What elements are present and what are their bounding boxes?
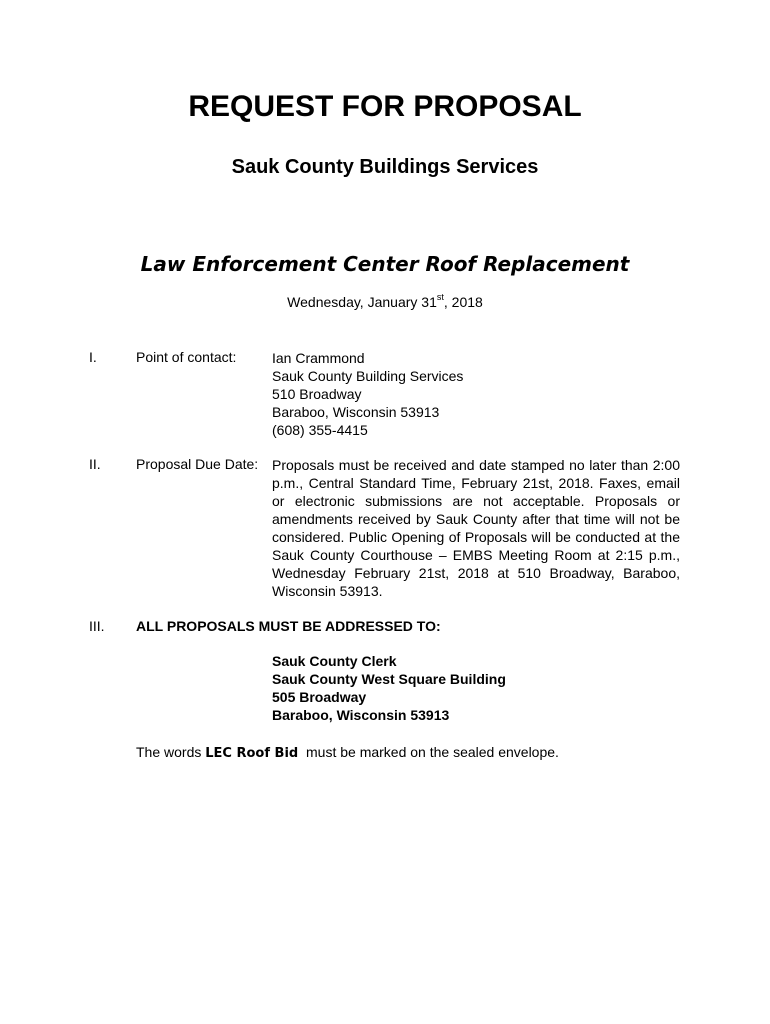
contact-block <box>272 349 463 439</box>
contact-street: 510 Broadway <box>272 386 362 402</box>
contact-organization: Sauk County Building Services <box>272 368 464 384</box>
document-title: REQUEST FOR PROPOSAL <box>188 90 582 123</box>
envelope-note <box>136 744 559 761</box>
address-street: 505 Broadway <box>272 689 367 705</box>
section-2-label: Proposal Due Date: <box>136 456 259 472</box>
section-1-label: Point of contact: <box>136 349 237 365</box>
address-building: Sauk County West Square Building <box>272 671 506 687</box>
date-main: Wednesday, January 31 <box>287 294 437 310</box>
document-date <box>0 294 770 310</box>
address-recipient: Sauk County Clerk <box>272 653 397 669</box>
mailing-address-block <box>272 652 506 724</box>
note-bid-words: LEC Roof Bid <box>205 746 299 761</box>
date-year: , 2018 <box>443 294 483 310</box>
section-3-numeral: III. <box>89 618 105 634</box>
contact-city: Baraboo, Wisconsin 53913 <box>272 404 440 420</box>
address-heading: ALL PROPOSALS MUST BE ADDRESSED TO: <box>136 618 441 634</box>
document-subtitle: Sauk County Buildings Services <box>231 156 539 178</box>
due-date-paragraph: Proposals must be received and date stamped no later than 2:00 p.m., Central Standard Time, February 21st, 2018. Faxes, email or electronic submissions are not acceptable. Proposals or amendments received by Sauk County after that time will not be considered. Public Opening of Proposals will be conducted at the Sauk County Courthouse – EMBS Meeting Room at 2:15 p.m., Wednesday February 21st, 2018 at 510 Broadway, Baraboo, Wisconsin 53913. <box>272 457 680 599</box>
address-city: Baraboo, Wisconsin 53913 <box>272 707 450 723</box>
note-prefix: The words <box>136 744 206 760</box>
contact-phone: (608) 355-4415 <box>272 422 368 438</box>
date-ordinal: st <box>436 292 444 302</box>
section-2-numeral: II. <box>89 456 101 472</box>
section-1-numeral: I. <box>89 349 97 365</box>
project-title: Law Enforcement Center Roof Replacement <box>140 252 630 276</box>
note-suffix: must be marked on the sealed envelope. <box>298 744 559 760</box>
contact-name: Ian Crammond <box>272 350 365 366</box>
